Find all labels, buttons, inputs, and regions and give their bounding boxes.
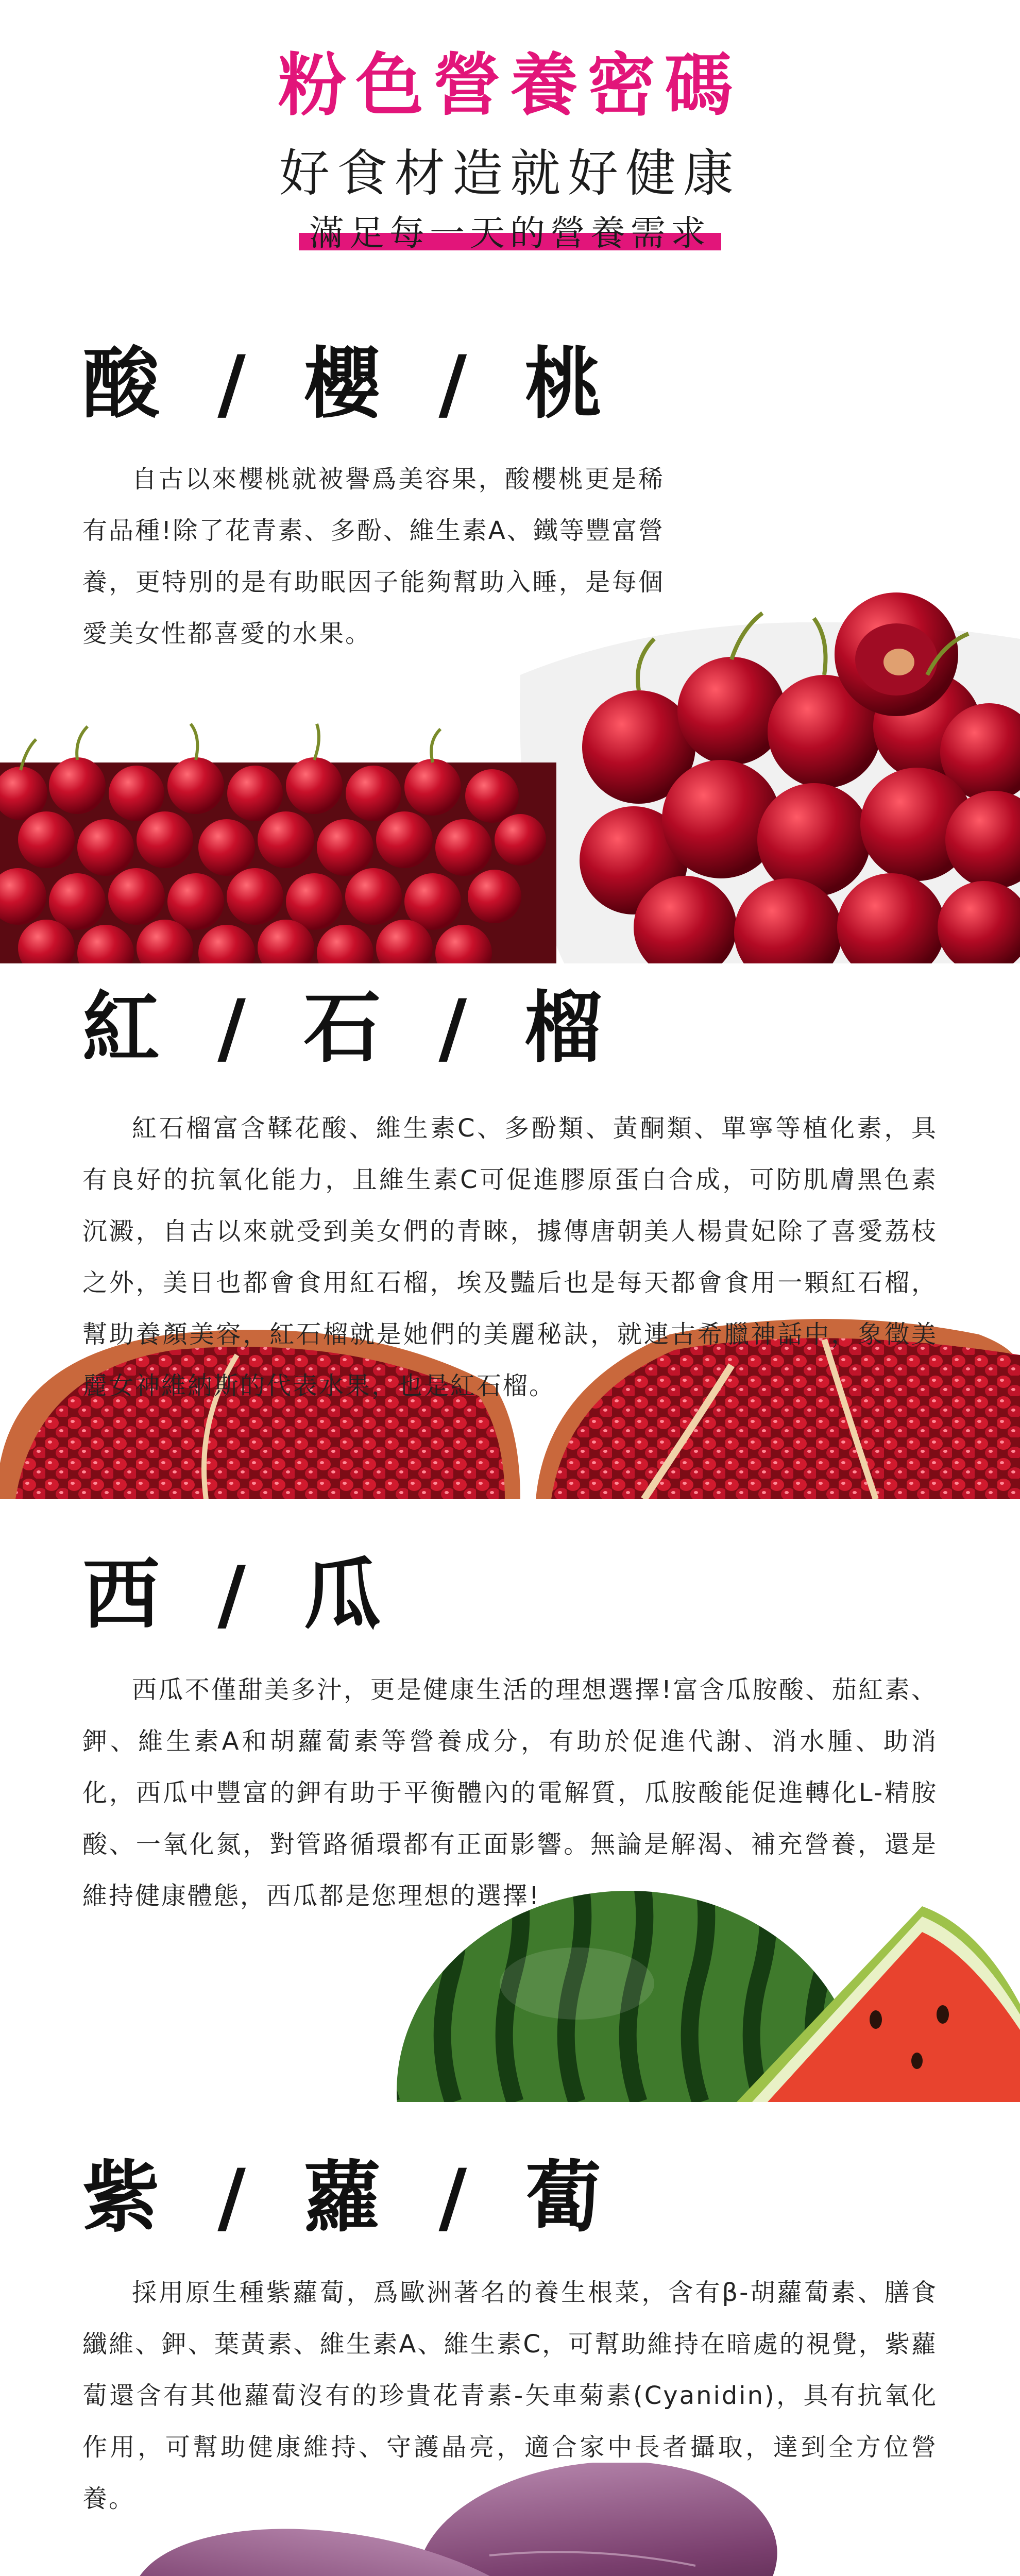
purple-carrot-image [0, 2463, 1020, 2576]
page-tagline: 滿足每一天的營養需求 [299, 212, 721, 256]
page-subtitle: 好食材造就好健康 [279, 144, 741, 203]
section-title: 紫 / 蘿 / 蔔 [82, 2152, 618, 2243]
cherry-image [0, 505, 1020, 963]
section-text: 採用原生種紫蘿蔔，爲歐洲著名的養生根菜，含有β-胡蘿蔔素、膳食纖維、鉀、葉黃素、維生素A、維生素C，可幫助維持在暗處的視覺，紫蘿蔔還含有其他蘿蔔沒有的珍貴花青素-矢車菊素(Cyanidin)，具有抗氧化作用，可幫助健康維持、守護晶亮，適合家中長者攝取，達到全方位營養。 [82, 2278, 938, 2513]
section-purple-carrot [0, 2102, 1020, 2576]
section-pomegranate [0, 963, 1020, 1499]
tagline-wrap [0, 212, 1020, 256]
section-title: 西 / 瓜 [82, 1549, 397, 1640]
section-title: 紅 / 石 / 榴 [82, 982, 618, 1073]
section-title: 酸 / 櫻 / 桃 [82, 338, 618, 429]
page-title: 粉色營養密碼 [278, 46, 742, 125]
section-text: 自古以來櫻桃就被譽爲美容果，酸櫻桃更是稀有品種!除了花青素、多酚、維生素A、鐵等豐富營養，更特別的是有助眠因子能夠幫助入睡，是每個愛美女性都喜愛的水果。 [82, 465, 665, 648]
section-text: 西瓜不僅甜美多汁，更是健康生活的理想選擇!富含瓜胺酸、茄紅素、鉀、維生素A和胡蘿蔔素等營養成分，有助於促進代謝、消水腫、助消化，西瓜中豐富的鉀有助于平衡體內的電解質，瓜胺酸能促進轉化L-精胺酸、一氧化氮，對管路循環都有正面影響。無論是解渴、補充營養，還是維持健康體態，西瓜都是您理想的選擇! [82, 1675, 938, 1910]
section-sour-cherry [0, 289, 1020, 963]
section-watermelon [0, 1499, 1020, 2102]
page-header [0, 0, 1020, 289]
section-text: 紅石榴富含鞣花酸、維生素C、多酚類、黃酮類、單寧等植化素，具有良好的抗氧化能力，且維生素C可促進膠原蛋白合成，可防肌膚黑色素沉澱，自古以來就受到美女們的青睞，據傳唐朝美人楊貴妃除了喜愛荔枝之外，美日也都會食用紅石榴，埃及豔后也是每天都會食用一顆紅石榴，幫助養顏美容，紅石榴就是她們的美麗秘訣，就連古希臘神話中，象徵美麗女神維納斯的代表水果，也是紅石榴。 [82, 1114, 938, 1400]
